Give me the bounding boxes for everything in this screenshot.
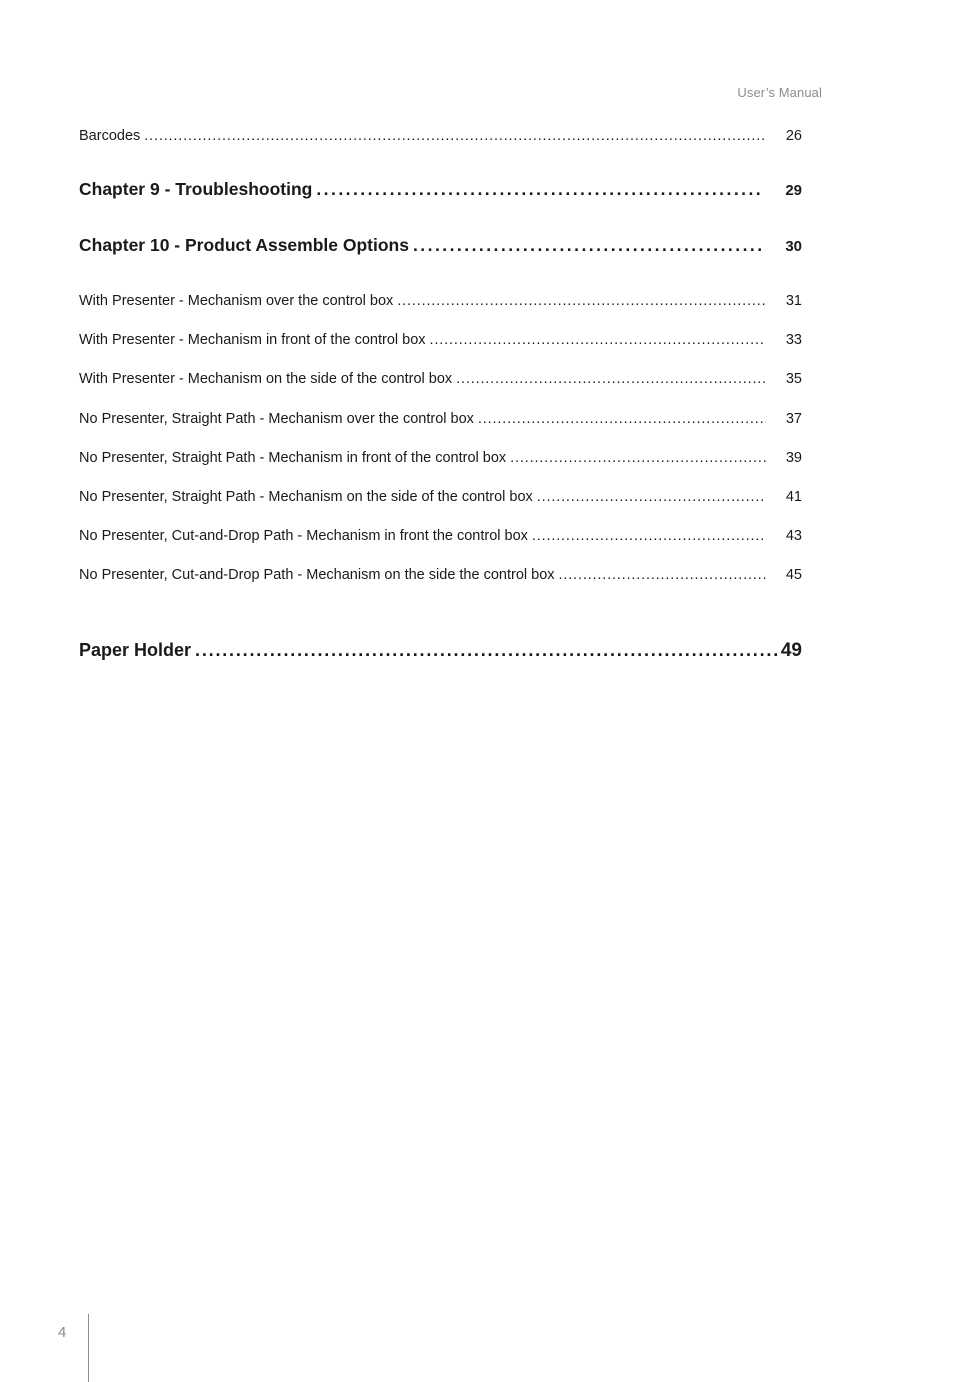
dot-leader (144, 128, 766, 144)
toc-entry-label: With Presenter - Mechanism on the side of the control box (79, 371, 453, 387)
toc-entry[interactable] (79, 567, 802, 587)
dot-leader (316, 179, 764, 200)
dot-leader (537, 489, 766, 505)
dot-leader (397, 293, 766, 309)
toc-entry-page: 49 (780, 640, 802, 661)
toc-entry-label: With Presenter - Mechanism in front of the control box (79, 332, 426, 348)
page-number: 4 (58, 1324, 67, 1341)
toc-entry-page: 29 (785, 182, 802, 199)
dot-leader (413, 235, 764, 256)
toc-entry-label: Chapter 10 - Product Assemble Options (79, 235, 409, 255)
toc-entry-page: 41 (785, 489, 802, 505)
toc-entry-page: 31 (785, 293, 802, 309)
toc-entry-label: No Presenter, Cut-and-Drop Path - Mechanism on the side the control box (79, 567, 555, 583)
running-header: User’s Manual (737, 85, 822, 100)
dot-leader (510, 450, 766, 466)
toc-entry-chapter-9[interactable] (79, 179, 802, 203)
toc-entry-label: Paper Holder (79, 640, 192, 660)
dot-leader (478, 411, 766, 427)
toc-entry-label: Barcodes (79, 128, 141, 144)
toc-entry-paper-holder[interactable] (79, 640, 802, 666)
dot-leader (559, 567, 766, 583)
dot-leader (456, 371, 766, 387)
toc-entry-page: 30 (785, 238, 802, 255)
toc-entry-label: No Presenter, Cut-and-Drop Path - Mechanism in front the control box (79, 528, 528, 544)
dot-leader (430, 332, 766, 348)
toc-entry[interactable] (79, 450, 802, 470)
toc-entry-label: No Presenter, Straight Path - Mechanism in front of the control box (79, 450, 507, 466)
dot-leader (532, 528, 766, 544)
toc-entry-label: No Presenter, Straight Path - Mechanism over the control box (79, 411, 474, 427)
toc-entry[interactable] (79, 411, 802, 431)
toc-entry[interactable] (79, 293, 802, 313)
toc-entry-page: 37 (785, 411, 802, 427)
toc-entry-page: 33 (785, 332, 802, 348)
toc-entry-chapter-10[interactable] (79, 235, 802, 259)
toc-entry-page: 39 (785, 450, 802, 466)
toc-entry[interactable] (79, 332, 802, 352)
toc-entry-label: With Presenter - Mechanism over the control box (79, 293, 394, 309)
footer-divider (88, 1314, 89, 1382)
toc-entry-label: No Presenter, Straight Path - Mechanism on the side of the control box (79, 489, 533, 505)
toc-entry[interactable] (79, 371, 802, 391)
toc-entry-label: Chapter 9 - Troubleshooting (79, 179, 313, 199)
toc-entry[interactable] (79, 489, 802, 509)
dot-leader (195, 640, 777, 661)
toc-entry-page: 26 (785, 128, 802, 144)
toc-entry-page: 35 (785, 371, 802, 387)
toc-entry-page: 45 (785, 567, 802, 583)
toc-entry-barcodes[interactable] (79, 128, 802, 148)
toc-entry[interactable] (79, 528, 802, 548)
toc-entry-page: 43 (785, 528, 802, 544)
